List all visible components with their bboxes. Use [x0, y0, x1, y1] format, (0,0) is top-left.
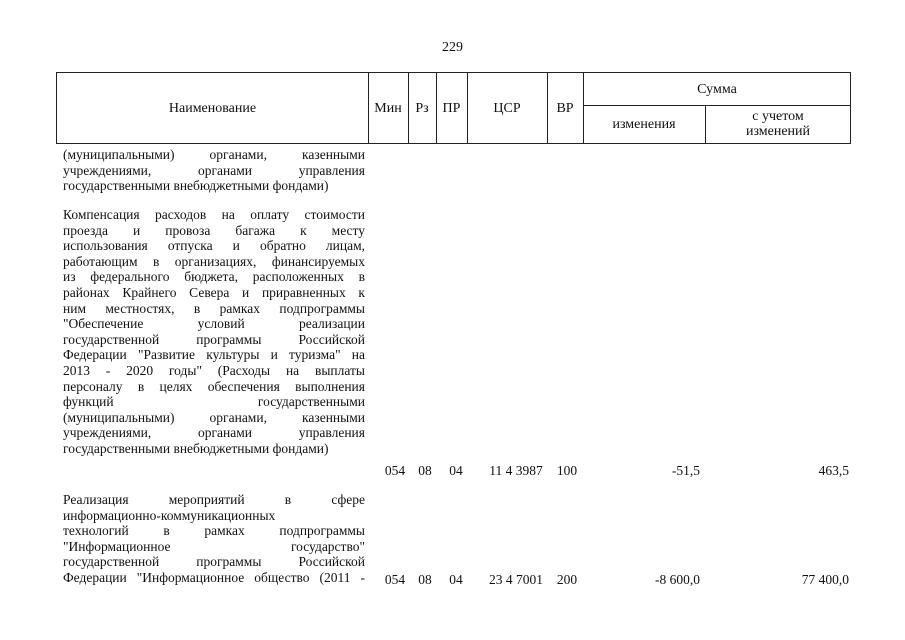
cell-with-change: 463,5 [818, 463, 849, 478]
header-sum: Сумма [697, 81, 737, 97]
header-with-change-line2: изменений [745, 124, 811, 139]
cell-min: 054 [384, 572, 406, 587]
header-name: Наименование [168, 100, 257, 116]
header-with-change [705, 105, 851, 143]
cell-rz: 08 [418, 463, 432, 478]
description-line: "Информационное государство" [63, 538, 365, 554]
page-number: 229 [442, 40, 463, 55]
description-line: районах Крайнего Севера и приравненных к [63, 284, 365, 300]
description-line: технологий в рамках подпрограммы [63, 523, 365, 539]
cell-rz: 08 [418, 572, 432, 587]
cell-csr: 23 4 7001 [489, 572, 543, 587]
description-line: работающим в организациях, финансируемых [63, 253, 365, 269]
header-rz: Рз [415, 100, 429, 116]
header-change: изменения [612, 116, 676, 132]
description-line: учреждениями, органами управления [63, 162, 365, 178]
description-line: персоналу в целях обеспечения выполнения [63, 378, 365, 394]
cell-change: -8 600,0 [655, 572, 700, 587]
description-line: Компенсация расходов на оплату стоимости [63, 207, 365, 222]
header-min: Мин [374, 100, 402, 116]
description-line: (муниципальными) органами, казенными [63, 147, 365, 162]
cell-pr: 04 [449, 572, 463, 587]
row-description [63, 147, 365, 194]
cell-with-change: 77 400,0 [801, 572, 849, 587]
header-csr: ЦСР [493, 100, 521, 116]
header-vr: ВР [556, 100, 574, 116]
description-line: государственными внебюджетными фондами) [63, 440, 329, 456]
description-line: 2013 - 2020 годы" (Расходы на выплаты [63, 362, 365, 378]
description-line: Реализация мероприятий в сфере [63, 492, 365, 507]
cell-change: -51,5 [671, 463, 700, 478]
description-line: "Обеспечение условий реализации [63, 316, 365, 332]
description-line: (муниципальными) органами, казенными [63, 409, 365, 425]
description-line: Федерации "Развитие культуры и туризма" на [63, 347, 365, 363]
description-line: ним местностях, в рамках подпрограммы [63, 300, 365, 316]
description-line: использования отпуска и обратно лицам, [63, 238, 365, 254]
cell-min: 054 [384, 463, 406, 478]
row-description [63, 492, 365, 586]
description-line: информационно-коммуникационных [63, 507, 276, 523]
cell-vr: 200 [556, 572, 578, 587]
description-line: государственными внебюджетными фондами) [63, 178, 329, 194]
row-description [63, 207, 365, 457]
description-line: учреждениями, органами управления [63, 425, 365, 441]
header-with-change-line1: с учетом [752, 109, 804, 124]
description-line: проезда и провоза багажа к месту [63, 222, 365, 238]
description-line: Федерации "Информационное общество (2011 - [63, 569, 365, 585]
header-pr: ПР [442, 100, 461, 116]
description-line: государственной программы Российской [63, 331, 365, 347]
cell-csr: 11 4 3987 [489, 463, 543, 478]
description-line: из федерального бюджета, расположенных в [63, 269, 365, 285]
cell-vr: 100 [556, 463, 578, 478]
cell-pr: 04 [449, 463, 463, 478]
table-header [56, 72, 851, 144]
description-line: функций государственными [63, 394, 365, 410]
description-line: государственной программы Российской [63, 554, 365, 570]
